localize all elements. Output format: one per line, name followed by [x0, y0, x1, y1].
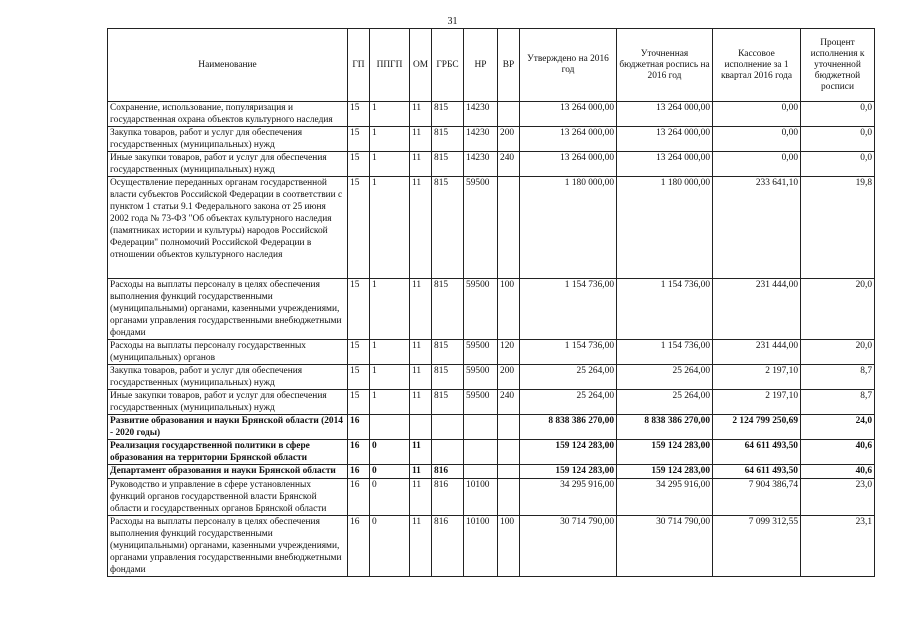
cell-om: 11: [410, 152, 432, 177]
cell-vr: [498, 415, 520, 440]
cell-refined: 25 264,00: [617, 390, 713, 415]
cell-vr: [498, 102, 520, 127]
cell-approved: 13 264 000,00: [520, 102, 617, 127]
cell-percent: 24,0: [801, 415, 875, 440]
cell-percent: 0,0: [801, 127, 875, 152]
cell-om: 11: [410, 365, 432, 390]
cell-approved: 159 124 283,00: [520, 465, 617, 479]
cell-cash: 2 124 799 250,69: [713, 415, 801, 440]
header-refined: Уточненная бюджетная роспись на 2016 год: [617, 29, 713, 102]
cell-vr: 120: [498, 340, 520, 365]
table-row: [108, 177, 875, 279]
cell-nr: 59500: [464, 390, 498, 415]
cell-om: 11: [410, 340, 432, 365]
cell-ppgp: 1: [370, 390, 410, 415]
cell-cash: 7 904 386,74: [713, 479, 801, 516]
cell-gp: 15: [348, 279, 370, 340]
cell-gp: 15: [348, 390, 370, 415]
cell-refined: 1 180 000,00: [617, 177, 713, 279]
cell-vr: [498, 440, 520, 465]
header-percent: Процент исполнения к уточненной бюджетной росписи: [801, 29, 875, 102]
cell-approved: 8 838 386 270,00: [520, 415, 617, 440]
cell-om: 11: [410, 127, 432, 152]
cell-gp: 15: [348, 152, 370, 177]
cell-gp: 16: [348, 479, 370, 516]
cell-refined: 13 264 000,00: [617, 152, 713, 177]
cell-approved: 25 264,00: [520, 390, 617, 415]
cell-refined: 13 264 000,00: [617, 127, 713, 152]
cell-ppgp: 0: [370, 479, 410, 516]
cell-approved: 34 295 916,00: [520, 479, 617, 516]
budget-table: [107, 28, 875, 577]
cell-refined: 25 264,00: [617, 365, 713, 390]
cell-cash: 0,00: [713, 127, 801, 152]
cell-grbs: 816: [432, 479, 464, 516]
cell-grbs: 816: [432, 516, 464, 577]
cell-gp: 16: [348, 516, 370, 577]
cell-cash: 2 197,10: [713, 365, 801, 390]
cell-percent: 8,7: [801, 390, 875, 415]
cell-nr: 59500: [464, 177, 498, 279]
cell-name: Иные закупки товаров, работ и услуг для обеспечения государственных (муниципальных) нужд: [108, 152, 348, 177]
cell-vr: 240: [498, 390, 520, 415]
page-number: 31: [447, 16, 458, 27]
cell-ppgp: 0: [370, 465, 410, 479]
cell-grbs: 815: [432, 177, 464, 279]
cell-approved: 1 180 000,00: [520, 177, 617, 279]
header-nr: НР: [464, 29, 498, 102]
cell-refined: 159 124 283,00: [617, 440, 713, 465]
cell-refined: 1 154 736,00: [617, 279, 713, 340]
cell-om: 11: [410, 465, 432, 479]
header-name: Наименование: [108, 29, 348, 102]
cell-grbs: 815: [432, 152, 464, 177]
cell-ppgp: 1: [370, 127, 410, 152]
cell-approved: 30 714 790,00: [520, 516, 617, 577]
cell-nr: [464, 440, 498, 465]
cell-ppgp: 1: [370, 279, 410, 340]
cell-nr: 10100: [464, 516, 498, 577]
cell-gp: 15: [348, 340, 370, 365]
cell-grbs: 815: [432, 102, 464, 127]
cell-grbs: [432, 440, 464, 465]
cell-nr: [464, 415, 498, 440]
cell-approved: 25 264,00: [520, 365, 617, 390]
cell-grbs: 815: [432, 127, 464, 152]
table-row: [108, 390, 875, 415]
table-row: [108, 365, 875, 390]
header-ppgp: ППГП: [370, 29, 410, 102]
cell-grbs: 815: [432, 390, 464, 415]
cell-ppgp: 0: [370, 516, 410, 577]
cell-refined: 13 264 000,00: [617, 102, 713, 127]
cell-vr: 200: [498, 127, 520, 152]
table-row: [108, 152, 875, 177]
table-row: [108, 279, 875, 340]
cell-percent: 20,0: [801, 340, 875, 365]
cell-ppgp: 1: [370, 365, 410, 390]
cell-percent: 23,1: [801, 516, 875, 577]
cell-name: Осуществление переданных органам государственной власти субъектов Российской Федерации в соответствии с пунктом 1 статьи 9.1 Федерального закона от 25 июня 2002 года № 73-ФЗ "Об объектах культурного наследия (памятниках истории и культуры) народов Российской Федерации" полномочий Российской Федерации в отношении объектов культурного наследия: [108, 177, 348, 279]
cell-name: Департамент образования и науки Брянской области: [108, 465, 348, 479]
cell-refined: 1 154 736,00: [617, 340, 713, 365]
cell-name: Иные закупки товаров, работ и услуг для обеспечения государственных (муниципальных) нужд: [108, 390, 348, 415]
cell-cash: 233 641,10: [713, 177, 801, 279]
header-om: ОМ: [410, 29, 432, 102]
cell-percent: 19,8: [801, 177, 875, 279]
cell-vr: 100: [498, 279, 520, 340]
cell-refined: 34 295 916,00: [617, 479, 713, 516]
cell-approved: 1 154 736,00: [520, 340, 617, 365]
cell-cash: 0,00: [713, 152, 801, 177]
cell-om: 11: [410, 390, 432, 415]
table-row: [108, 127, 875, 152]
cell-nr: 59500: [464, 365, 498, 390]
cell-grbs: 816: [432, 465, 464, 479]
cell-gp: 16: [348, 465, 370, 479]
cell-gp: 15: [348, 127, 370, 152]
cell-gp: 15: [348, 177, 370, 279]
cell-om: 11: [410, 102, 432, 127]
cell-approved: 13 264 000,00: [520, 152, 617, 177]
cell-vr: [498, 177, 520, 279]
cell-percent: 20,0: [801, 279, 875, 340]
cell-cash: 231 444,00: [713, 340, 801, 365]
cell-approved: 1 154 736,00: [520, 279, 617, 340]
cell-nr: 59500: [464, 340, 498, 365]
header-approved: Утверждено на 2016 год: [520, 29, 617, 102]
cell-percent: 23,0: [801, 479, 875, 516]
cell-grbs: 815: [432, 340, 464, 365]
cell-percent: 0,0: [801, 102, 875, 127]
cell-name: Сохранение, использование, популяризация и государственная охрана объектов культурного наследия: [108, 102, 348, 127]
cell-ppgp: [370, 415, 410, 440]
table-row: [108, 102, 875, 127]
cell-grbs: 815: [432, 279, 464, 340]
cell-refined: 159 124 283,00: [617, 465, 713, 479]
cell-percent: 8,7: [801, 365, 875, 390]
cell-name: Закупка товаров, работ и услуг для обеспечения государственных (муниципальных) нужд: [108, 127, 348, 152]
cell-ppgp: 1: [370, 177, 410, 279]
header-gp: ГП: [348, 29, 370, 102]
cell-percent: 0,0: [801, 152, 875, 177]
cell-vr: [498, 465, 520, 479]
cell-gp: 15: [348, 102, 370, 127]
cell-grbs: [432, 415, 464, 440]
cell-ppgp: 1: [370, 102, 410, 127]
cell-gp: 15: [348, 365, 370, 390]
cell-gp: 16: [348, 415, 370, 440]
cell-om: 11: [410, 279, 432, 340]
cell-name: Развитие образования и науки Брянской области (2014 - 2020 годы): [108, 415, 348, 440]
cell-nr: 14230: [464, 152, 498, 177]
cell-approved: 13 264 000,00: [520, 127, 617, 152]
cell-om: 11: [410, 177, 432, 279]
cell-cash: 64 611 493,50: [713, 440, 801, 465]
cell-om: 11: [410, 479, 432, 516]
table-row: [108, 415, 875, 440]
cell-name: Закупка товаров, работ и услуг для обеспечения государственных (муниципальных) нужд: [108, 365, 348, 390]
cell-om: 11: [410, 440, 432, 465]
cell-name: Реализация государственной политики в сфере образования на территории Брянской области: [108, 440, 348, 465]
table-row: [108, 340, 875, 365]
header-cash: Кассовое исполнение за 1 квартал 2016 года: [713, 29, 801, 102]
header-grbs: ГРБС: [432, 29, 464, 102]
cell-ppgp: 1: [370, 340, 410, 365]
cell-om: [410, 415, 432, 440]
table-row: [108, 516, 875, 577]
cell-cash: 231 444,00: [713, 279, 801, 340]
cell-cash: 2 197,10: [713, 390, 801, 415]
cell-vr: [498, 479, 520, 516]
cell-ppgp: 1: [370, 152, 410, 177]
cell-grbs: 815: [432, 365, 464, 390]
header-row: [108, 29, 875, 102]
header-vr: ВР: [498, 29, 520, 102]
cell-name: Расходы на выплаты персоналу в целях обеспечения выполнения функций государственными (муниципальными) органами, казенными учреждениями, органами управления государственными внебюджетными фондами: [108, 279, 348, 340]
cell-approved: 159 124 283,00: [520, 440, 617, 465]
cell-nr: [464, 465, 498, 479]
cell-om: 11: [410, 516, 432, 577]
cell-percent: 40,6: [801, 465, 875, 479]
cell-vr: 240: [498, 152, 520, 177]
cell-name: Расходы на выплаты персоналу в целях обеспечения выполнения функций государственными (муниципальными) органами, казенными учреждениями, органами управления государственными внебюджетными фондами: [108, 516, 348, 577]
cell-name: Руководство и управление в сфере установленных функций органов государственной власти Брянской области и государственных органов Брянской области: [108, 479, 348, 516]
table-row: [108, 440, 875, 465]
cell-name: Расходы на выплаты персоналу государственных (муниципальных) органов: [108, 340, 348, 365]
cell-nr: 14230: [464, 102, 498, 127]
cell-cash: 64 611 493,50: [713, 465, 801, 479]
cell-nr: 14230: [464, 127, 498, 152]
cell-percent: 40,6: [801, 440, 875, 465]
cell-nr: 59500: [464, 279, 498, 340]
table-row: [108, 479, 875, 516]
cell-cash: 0,00: [713, 102, 801, 127]
cell-refined: 30 714 790,00: [617, 516, 713, 577]
cell-cash: 7 099 312,55: [713, 516, 801, 577]
cell-gp: 16: [348, 440, 370, 465]
table-row: [108, 465, 875, 479]
cell-ppgp: 0: [370, 440, 410, 465]
cell-refined: 8 838 386 270,00: [617, 415, 713, 440]
cell-vr: 200: [498, 365, 520, 390]
cell-nr: 10100: [464, 479, 498, 516]
cell-vr: 100: [498, 516, 520, 577]
